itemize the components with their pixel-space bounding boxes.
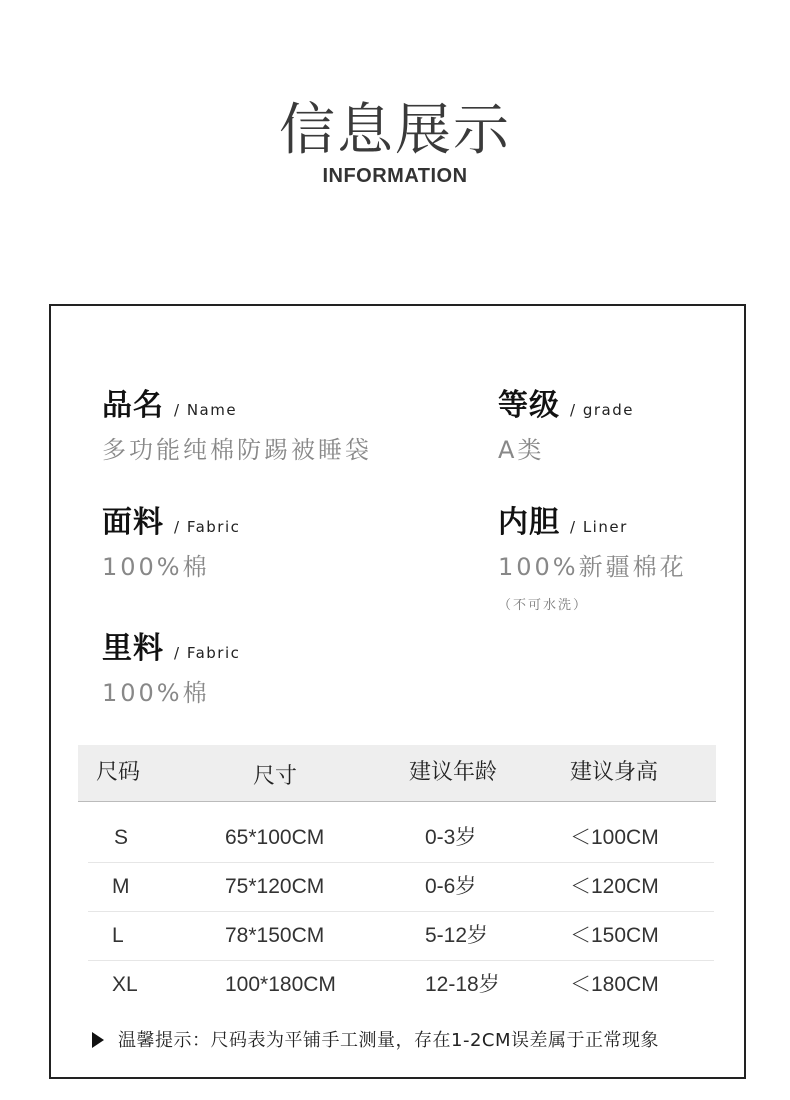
cell-size: XL: [112, 973, 138, 996]
size-tip: [92, 1028, 659, 1054]
size-table-header: [78, 745, 716, 802]
cell-age: 12-18岁: [425, 973, 500, 996]
lining-label-en: / Fabric: [174, 644, 241, 662]
cell-size: S: [114, 826, 129, 849]
name-label-en: / Name: [174, 401, 238, 419]
cell-dimensions: 75*120CM: [225, 875, 325, 898]
cell-age: 0-6岁: [425, 875, 477, 898]
fabric-label-en: / Fabric: [174, 518, 241, 536]
cell-age: 5-12岁: [425, 924, 489, 947]
fabric-value: 100%棉: [102, 553, 210, 581]
tip-text: 温馨提示：尺码表为平铺手工测量，存在1-2CM误差属于正常现象: [118, 1030, 659, 1051]
grade-label: 等级: [498, 388, 560, 423]
name-label: 品名: [102, 388, 164, 423]
cell-size: L: [112, 924, 124, 947]
cell-height: ＜100CM: [570, 826, 659, 849]
size-table-body: [78, 802, 716, 1009]
size-table: [78, 745, 716, 1009]
grade-value: A类: [498, 436, 545, 464]
field-lining: [102, 623, 240, 708]
cell-height: ＜120CM: [570, 875, 659, 898]
table-row: [88, 814, 714, 863]
lining-value: 100%棉: [102, 679, 210, 707]
lining-label: 里料: [102, 631, 164, 666]
header-height: 建议身高: [570, 760, 659, 785]
page-subtitle: INFORMATION: [322, 165, 468, 187]
cell-dimensions: 65*100CM: [225, 826, 325, 849]
cell-dimensions: 100*180CM: [225, 973, 336, 996]
field-fabric: [102, 497, 240, 582]
header-age: 建议年龄: [409, 760, 498, 785]
cell-dimensions: 78*150CM: [225, 924, 325, 947]
fabric-label: 面料: [102, 505, 164, 540]
liner-note: （不可水洗）: [498, 598, 589, 613]
field-liner: [498, 497, 687, 613]
table-row: [88, 912, 714, 961]
liner-label-en: / Liner: [570, 518, 628, 536]
table-row: [88, 961, 714, 1009]
liner-label: 内胆: [498, 505, 560, 540]
header-size: 尺码: [96, 760, 141, 785]
grade-label-en: / grade: [570, 401, 634, 419]
liner-value: 100%新疆棉花: [498, 553, 687, 581]
header-dimensions: 尺寸: [253, 764, 298, 789]
table-row: [88, 863, 714, 912]
field-name: [102, 380, 372, 465]
play-arrow-icon: [92, 1032, 104, 1048]
cell-size: M: [112, 875, 130, 898]
cell-age: 0-3岁: [425, 826, 477, 849]
cell-height: ＜180CM: [570, 973, 659, 996]
name-value: 多功能纯棉防踢被睡袋: [102, 436, 372, 464]
field-grade: [498, 380, 634, 465]
cell-height: ＜150CM: [570, 924, 659, 947]
page-title: 信息展示: [279, 98, 511, 163]
